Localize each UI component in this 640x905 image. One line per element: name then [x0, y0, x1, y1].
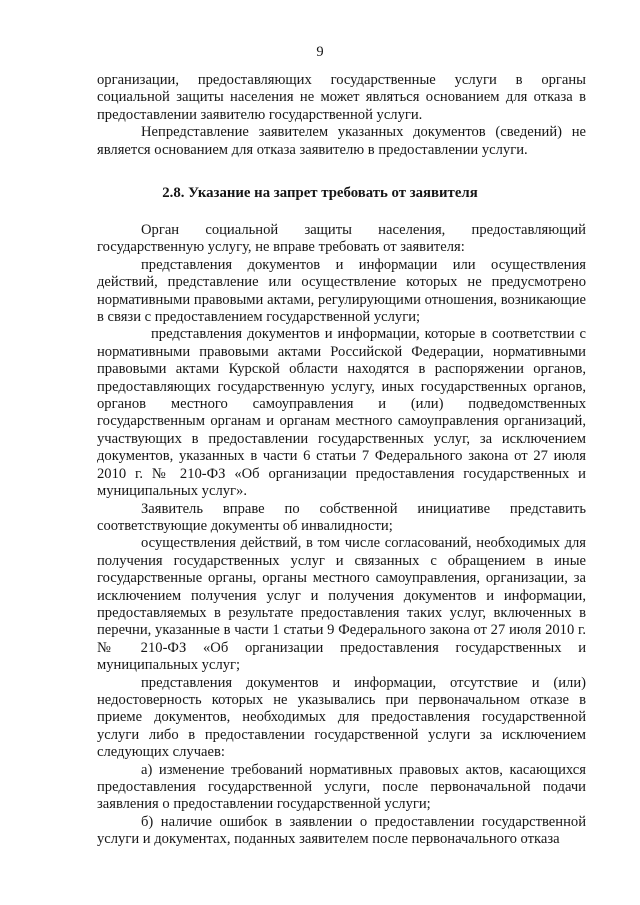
paragraph-item-missing-info: представления документов и информации, отсутствие и (или) недостоверность которых не указывались при первоначальном отказе в приеме документов, необходимых для предоставления государственной услуги либо в предоставлении государственной услуги за исключением следующих случаев:: [97, 674, 586, 761]
paragraph-intro: Орган социальной защиты населения, предоставляющий государственную услугу, не вправе требовать от заявителя:: [97, 222, 586, 256]
top-text-block: [97, 72, 586, 159]
paragraph-item-approvals: осуществления действий, в том числе согласований, необходимых для получения государственных услуг и связанных с обращением в иные государственные органы, органы местного самоуправления, организации, за исключением получения услуг и получения документов и информации, предоставляемых в результате предоставления таких услуг, включенных в перечни, указанные в части 1 статьи 9 Федерального закона от 27 июля 2010 г. № 210-ФЗ «Об организации предоставления государственных и муниципальных услуг;: [97, 535, 586, 674]
paragraph-case-b: б) наличие ошибок в заявлении о предоставлении государственной услуги и документах, поданных заявителем после первоначального отказа: [97, 813, 586, 848]
main-text-block: [97, 222, 586, 849]
paragraph-item-documents-in-possession: представления документов и информации, которые в соответствии с нормативными правовыми актами Российской Федерации, нормативными правовыми актами Курской области находятся в распоряжении органов, предоставляющих государственную услугу, иных государственных органов, органов местного самоуправления и (или) подведомственных государственным органам и органам местного самоуправления организаций, участвующих в предоставлении государственных услуг, за исключением документов, указанных в части 6 статьи 7 Федерального закона от 27 июля 2010 г. № 210-ФЗ «Об организации предоставления государственных и муниципальных услуг».: [97, 326, 586, 500]
page-number: 9: [316, 44, 324, 60]
paragraph-applicant-right: Заявитель вправе по собственной инициативе представить соответствующие документы об инвалидности;: [97, 500, 586, 534]
paragraph-continuation: организации, предоставляющих государственные услуги в органы социальной защиты населения не может являться основанием для отказа в предоставлении заявителю государственной услуги.: [97, 72, 586, 123]
paragraph-non-submission: Непредставление заявителем указанных документов (сведений) не является основанием для отказа заявителю в предоставлении услуги.: [97, 124, 586, 158]
section-heading: 2.8. Указание на запрет требовать от заявителя: [162, 185, 478, 201]
paragraph-item-documents-actions: представления документов и информации или осуществления действий, представление или осуществление которых не предусмотрено нормативными правовыми актами, регулирующими отношения, возникающие в связи с предоставлением государственной услуги;: [97, 256, 586, 326]
paragraph-case-a: а) изменение требований нормативных правовых актов, касающихся предоставления государственной услуги, после первоначальной подачи заявления о предоставлении государственной услуги;: [97, 761, 586, 813]
